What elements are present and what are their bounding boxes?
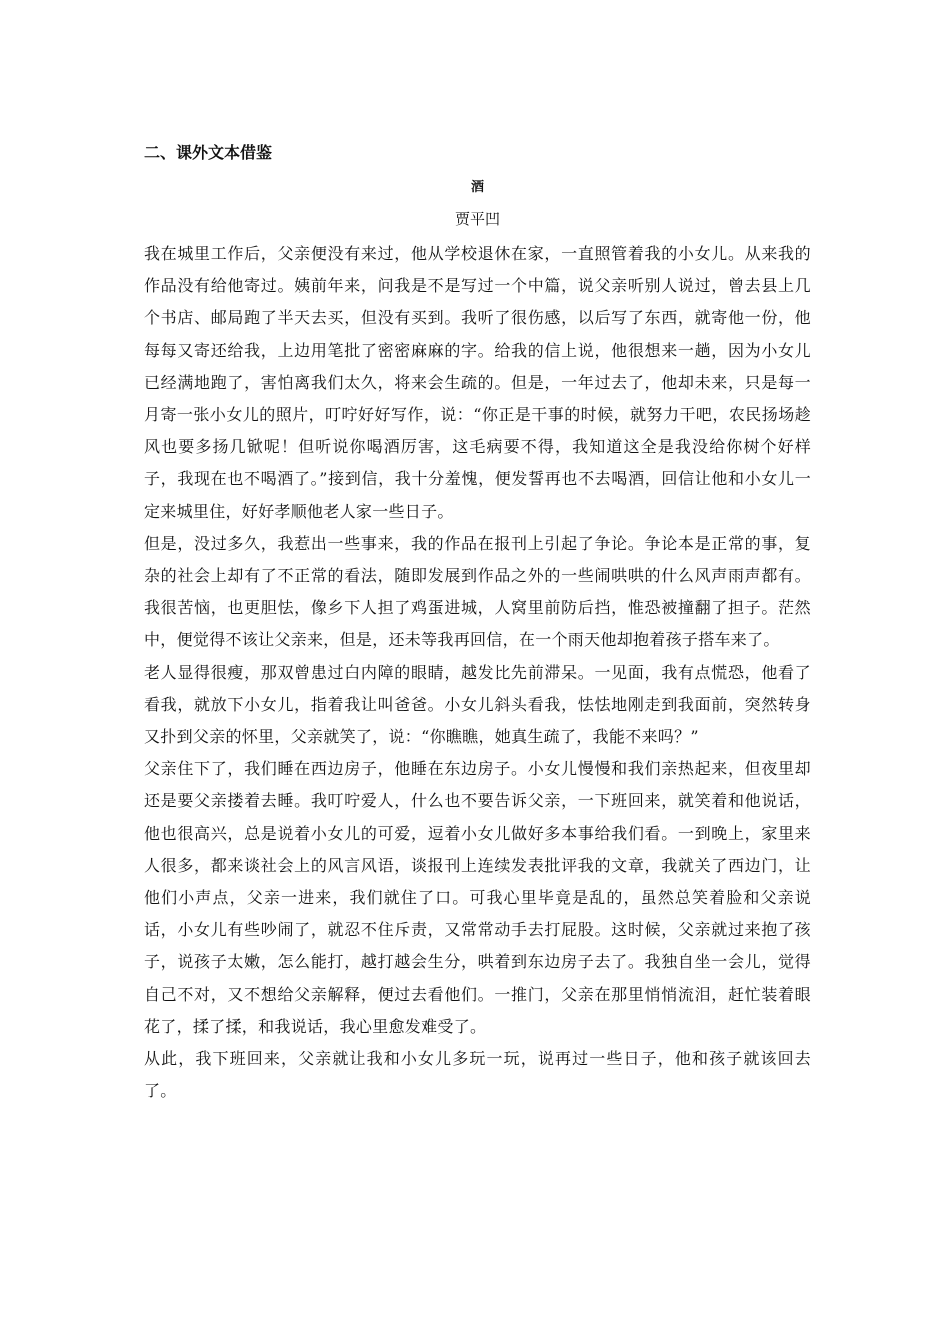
- paragraph: 从此，我下班回来，父亲就让我和小女儿多玩一玩，说再过一些日子，他和孩子就该回去了。: [144, 1049, 811, 1101]
- paragraph: 但是，没过多久，我惹出一些事来，我的作品在报刊上引起了争论。争论本是正常的事，复杂的社会上却有了不正常的看法，随即发展到作品之外的一些闹哄哄的什么风声雨声都有。我很苦恼，也更胆怯，像乡下人担了鸡蛋进城，人窝里前防后挡，惟恐被撞翻了担子。茫然中，便觉得不该让父亲来，但是，还未等我再回信，在一个雨天他却抱着孩子搭车来了。: [144, 533, 811, 650]
- paragraph: 老人显得很瘦，那双曾患过白内障的眼睛，越发比先前滞呆。一见面，我有点慌恐，他看了看我，就放下小女儿，指着我让叫爸爸。小女儿斜头看我，怯怯地刚走到我面前，突然转身又扑到父亲的怀里，父亲就笑了，说：“你瞧瞧，她真生疏了，我能不来吗？”: [144, 662, 811, 747]
- section-heading: 二、课外文本借鉴: [144, 143, 273, 162]
- paragraph: 父亲住下了，我们睡在西边房子，他睡在东边房子。小女儿慢慢和我们亲热起来，但夜里却还是要父亲搂着去睡。我叮咛爱人，什么也不要告诉父亲，一下班回来，就笑着和他说话，他也很高兴，总是说着小女儿的可爱，逗着小女儿做好多本事给我们看。一到晚上，家里来人很多，都来谈社会上的风言风语，谈报刊上连续发表批评我的文章，我就关了西边门，让他们小声点，父亲一进来，我们就住了口。可我心里毕竟是乱的，虽然总笑着脸和父亲说话，小女儿有些吵闹了，就忍不住斥责，又常常动手去打屁股。这时候，父亲就过来抱了孩子，说孩子太嫩，怎么能打，越打越会生分，哄着到东边房子去了。我独自坐一会儿，觉得自己不对，又不想给父亲解释，便过去看他们。一推门，父亲在那里悄悄流泪，赶忙装着眼花了，揉了揉，和我说话，我心里愈发难受了。: [144, 759, 811, 1036]
- article-author: 贾平凹: [454, 210, 500, 228]
- article-title: 酒: [470, 180, 484, 195]
- document-page: [144, 138, 811, 1107]
- paragraph: 我在城里工作后，父亲便没有来过，他从学校退休在家，一直照管着我的小女儿。从来我的作品没有给他寄过。姨前年来，问我是不是写过一个中篇，说父亲听别人说过，曾去县上几个书店、邮局跑了半天去买，但没有买到。我听了很伤感，以后写了东西，就寄他一份，他每每又寄还给我，上边用笔批了密密麻麻的字。给我的信上说，他很想来一趟，因为小女儿已经满地跑了，害怕离我们太久，将来会生疏的。但是，一年过去了，他却未来，只是每一月寄一张小女儿的照片，叮咛好好写作，说：“你正是干事的时候，就努力干吧，农民扬场趁风也要多扬几锨呢！但听说你喝酒厉害，这毛病要不得，我知道这全是我没给你树个好样子，我现在也不喝酒了。”接到信，我十分羞愧，便发誓再也不去喝酒，回信让他和小女儿一定来城里住，好好孝顺他老人家一些日子。: [144, 244, 811, 521]
